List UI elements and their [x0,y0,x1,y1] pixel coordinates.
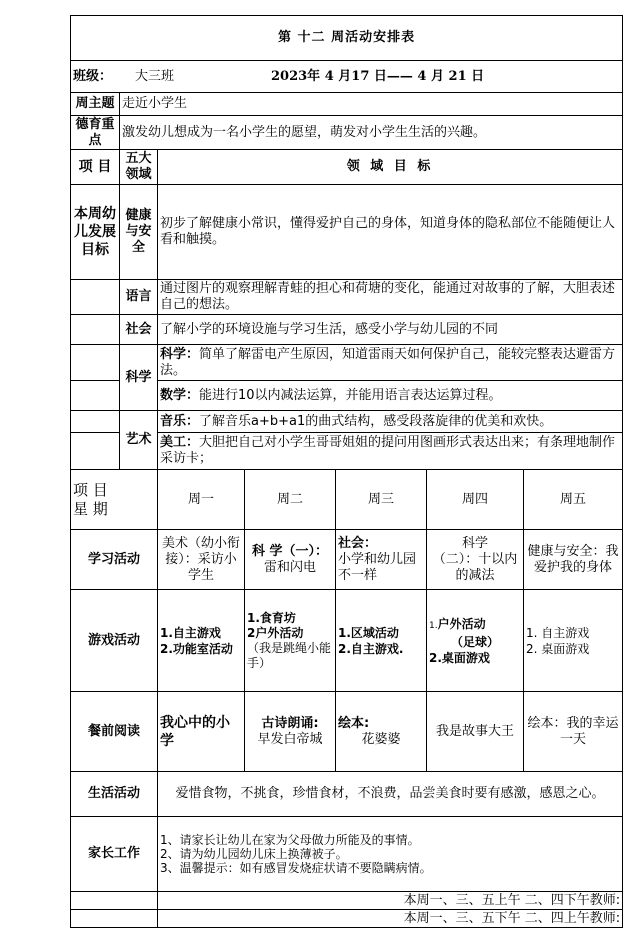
game-fri-1: 1. 自主游戏 [526,625,590,640]
domain-social-name: 社会 [120,315,158,345]
day-tue: 周二 [245,470,336,530]
life-value: 爱惜食物，不挑食，珍惜食材，不浪费，品尝美食时要有感激，感恩之心。 [158,772,623,817]
item-label: 项 目 [73,480,108,499]
game-thu-2: 2.桌面游戏 [429,650,490,665]
game-wed-1: 1.区域活动 [338,625,399,640]
domain-goals-header: 领 域 目 标 [158,150,623,185]
day-fri: 周五 [524,470,623,530]
game-thu-1b: （足球） [450,634,499,649]
life-label: 生活活动 [71,772,158,817]
game-mon-1: 1.自主游戏 [160,625,221,640]
domain-music-goal [158,411,623,433]
reading-tue-book: 早发白帝城 [257,731,323,747]
reading-tue-title: 古诗朗诵: [261,715,319,731]
week-header-label [71,470,158,530]
domain-science-name: 科学 [120,345,158,411]
game-fri [524,590,623,692]
study-wed [336,530,427,590]
domain-math-goal [158,381,623,411]
music-sub-goal: 了解音乐a+b+a1的曲式结构，感受段落旋律的优美和欢快。 [199,413,553,429]
class-row [71,61,623,93]
domain-social-goal: 了解小学的环境设施与学习生活，感受小学与幼儿园的不同 [158,315,623,345]
science-sub-label: 科学： [160,346,200,362]
item-header: 项 目 [71,150,120,185]
game-mon-2: 2.功能室活动 [160,641,233,656]
blank-cell [71,411,120,433]
reading-wed-book: 花婆婆 [361,731,401,747]
five-domains-header: 五大领域 [120,150,158,185]
game-mon [158,590,245,692]
moral-value: 激发幼儿想成为一名小学生的愿望，萌发对小学生生活的兴趣。 [120,116,623,150]
blank-cell [71,892,158,910]
reading-wed-title: 绘本: [338,715,370,731]
day-wed: 周三 [336,470,427,530]
study-label: 学习活动 [71,530,158,590]
study-thu [427,530,524,590]
music-sub-label: 音乐： [160,413,200,429]
study-tue-title: 科 学（一）： [251,543,329,559]
game-tue-3: （我是跳绳小能手） [247,640,332,670]
study-tue [245,530,336,590]
domain-fineart-goal [158,433,623,470]
study-fri: 健康与安全：我爱护我的身体 [524,530,623,590]
blank-cell [71,315,120,345]
game-thu-1: 户外活动 [437,616,486,631]
game-wed-2: 2.自主游戏. [338,641,404,656]
weekly-goals-label: 本周幼儿发展目标 [71,185,120,280]
parent-note: 3、温馨提示：如有感冒发烧症状请不要隐瞒病情。 [160,861,432,875]
parent-note: 1、请家长让幼儿在家为父母做力所能及的事情。 [160,833,420,847]
domain-science-goal [158,345,623,381]
moral-label: 德育重点 [71,116,120,150]
blank-cell [71,433,120,470]
blank-cell [71,910,158,928]
fineart-sub-goal: 大胆把自己对小学生哥哥姐姐的提问用图画形式表达出来；有条理地制作采访卡； [160,435,616,466]
study-wed-title: 社会： [338,535,378,551]
domain-language-name: 语言 [120,280,158,315]
game-tue-2: 2户外活动 [247,625,304,640]
reading-mon: 我心中的小学 [158,692,245,772]
parent-label: 家长工作 [71,817,158,892]
teacher-row-1: 本周一、三、五上午 二、四下午教师: [158,892,623,910]
reading-tue [245,692,336,772]
class-name: 大三班 [135,68,175,84]
blank-cell [71,381,120,411]
reading-fri: 绘本：我的幸运一天 [524,692,623,772]
math-sub-label: 数学： [160,387,200,403]
page-title: 第 十二 周活动安排表 [71,16,623,61]
date-range: 2023年 4 月17 日—— 4 月 21 日 [271,68,485,84]
theme-label: 周主题 [71,93,120,116]
reading-thu: 我是故事大王 [427,692,524,772]
game-tue [245,590,336,692]
game-fri-2: 2. 桌面游戏 [526,641,590,656]
study-tue-topic: 雷和闪电 [263,559,316,575]
domain-health-name: 健康与安全 [120,185,158,280]
teacher-row-2: 本周一、三、五下午 二、四上午教师: [158,910,623,928]
blank-cell [71,280,120,315]
reading-label: 餐前阅读 [71,692,158,772]
day-label: 星 期 [73,499,108,518]
study-wed-topic: 小学和幼儿园不一样 [338,551,417,583]
class-label: 班级： [73,68,113,84]
game-thu-num: 1. [429,620,438,631]
game-label: 游戏活动 [71,590,158,692]
weekly-schedule-table [70,15,623,928]
fineart-sub-label: 美工： [160,435,200,450]
game-wed [336,590,427,692]
day-thu: 周四 [427,470,524,530]
study-mon: 美术（幼小衔接）：采访小学生 [158,530,245,590]
game-thu [427,590,524,692]
blank-cell [71,345,120,381]
theme-value: 走近小学生 [120,93,623,116]
parent-note: 2、请为幼儿园幼儿床上换薄被子。 [160,847,348,861]
domain-language-goal: 通过图片的观察理解青蛙的担心和荷塘的变化，能通过对故事的了解，大胆表述自己的想法。 [158,280,623,315]
game-tue-1: 1.食育坊 [247,610,296,625]
science-sub-goal: 简单了解雷电产生原因，知道雷雨天如何保护自己，能较完整表达避雷方法。 [160,346,616,378]
day-mon: 周一 [158,470,245,530]
parent-notes [158,817,623,892]
math-sub-goal: 能进行10以内减法运算，并能用语言表达运算过程。 [199,387,502,403]
domain-health-goal: 初步了解健康小常识，懂得爱护自己的身体，知道身体的隐私部位不能随便让人看和触摸。 [158,185,623,280]
reading-wed [336,692,427,772]
study-thu-topic: （二）：十以内的减法 [432,551,518,583]
study-thu-title: 科学 [461,535,488,551]
domain-art-name: 艺术 [120,411,158,470]
